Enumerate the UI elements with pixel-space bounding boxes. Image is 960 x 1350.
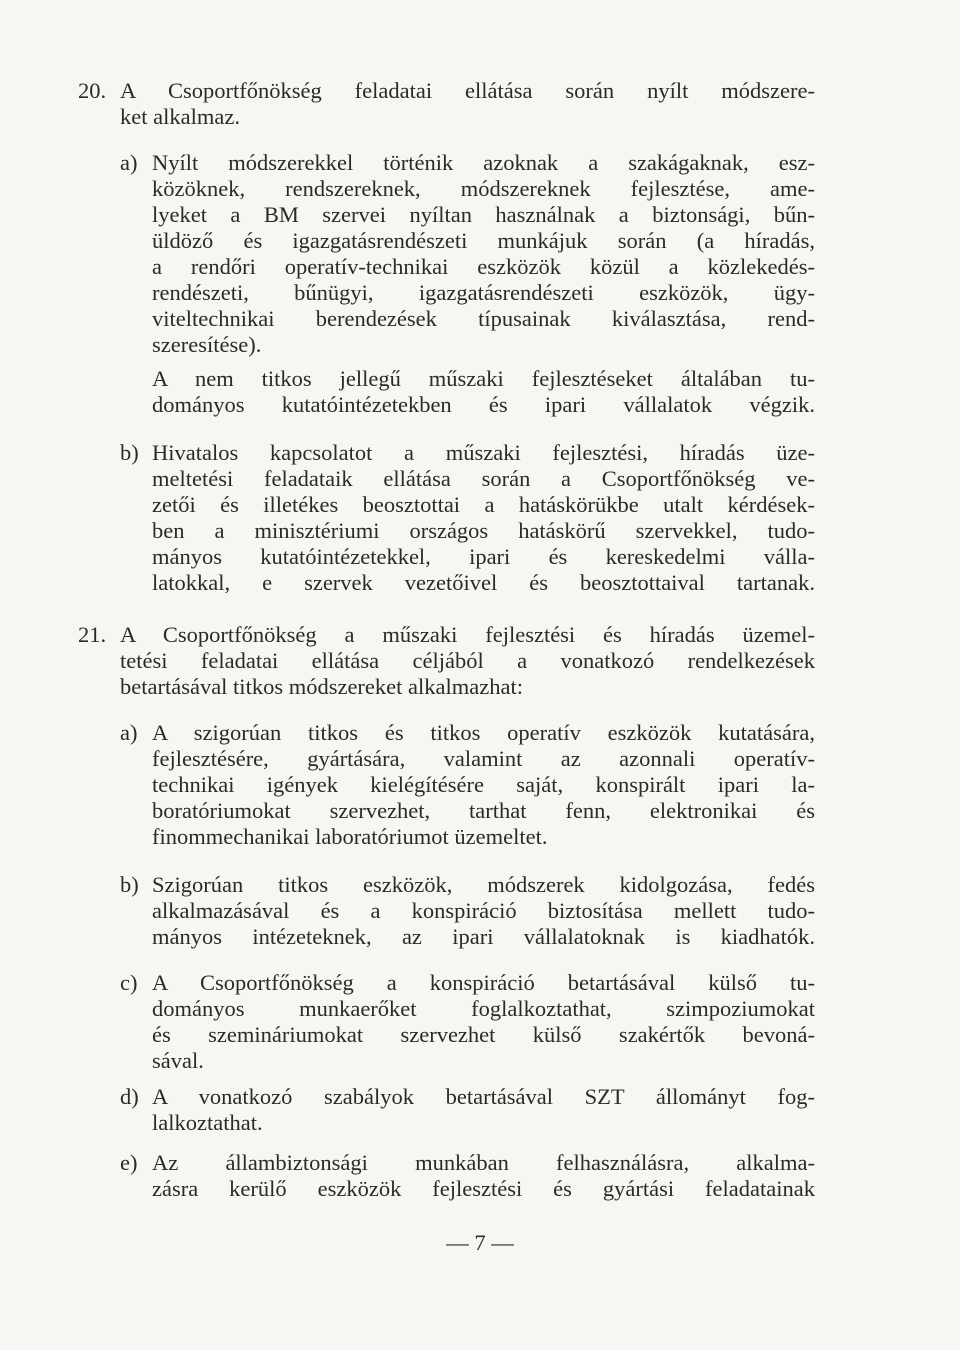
item-20b-line: latokkal, e szervek vezetőivel és beosztottaival tartanak.	[152, 570, 815, 595]
item-21a-line: fejlesztésére, gyártására, valamint az azonnali operatív-	[152, 746, 815, 771]
item-20b-line: zetői és illetékes beosztottai a hatáskörükbe utalt kérdések-	[152, 492, 815, 517]
item-label-20b: b)	[120, 440, 139, 465]
item-20a-line: közöknek, rendszereknek, módszereknek fejlesztése, ame-	[152, 176, 815, 201]
section-20-line: A Csoportfőnökség feladatai ellátása során nyílt módszere-	[120, 78, 815, 103]
item-21a-line: finommechanikai laboratóriumot üzemeltet.	[152, 824, 548, 849]
item-21d-line: A vonatkozó szabályok betartásával SZT állományt fog-	[152, 1084, 815, 1109]
item-21a-line: boratóriumokat szervezhet, tarthat fenn, elektronikai és	[152, 798, 815, 823]
item-20a-line: rendészeti, bűnügyi, igazgatásrendészeti eszközök, ügy-	[152, 280, 815, 305]
item-label-21a: a)	[120, 720, 138, 745]
item-20b-line: meltetési feladataik ellátása során a Csoportfőnökség ve-	[152, 466, 815, 491]
item-20a-line: viteltechnikai berendezések típusainak kiválasztása, rend-	[152, 306, 815, 331]
item-21a-line: A szigorúan titkos és titkos operatív eszközök kutatására,	[152, 720, 815, 745]
item-label-21b: b)	[120, 872, 139, 897]
item-21d-line: lalkoztathat.	[152, 1110, 263, 1135]
item-label-20a: a)	[120, 150, 138, 175]
section-20-line: ket alkalmaz.	[120, 104, 240, 129]
item-20a-line: üldöző és igazgatásrendészeti munkájuk során (a híradás,	[152, 228, 815, 253]
item-21a-line: technikai igények kielégítésére saját, konspirált ipari la-	[152, 772, 815, 797]
section-number-20: 20.	[78, 78, 107, 103]
item-20b-line: Hivatalos kapcsolatot a műszaki fejlesztési, híradás üze-	[152, 440, 815, 465]
section-21-line: A Csoportfőnökség a műszaki fejlesztési és híradás üzemel-	[120, 622, 815, 647]
item-20a-line: szeresítése).	[152, 332, 262, 357]
item-21c-line: sával.	[152, 1048, 204, 1073]
item-20a-line: dományos kutatóintézetekben és ipari vállalatok végzik.	[152, 392, 815, 417]
item-21e-line: Az állambiztonsági munkában felhasználásra, alkalma-	[152, 1150, 815, 1175]
item-20b-line: ben a minisztériumi országos hatáskörű szervekkel, tudo-	[152, 518, 815, 543]
section-number-21: 21.	[78, 622, 107, 647]
item-21e-line: zásra kerülő eszközök fejlesztési és gyártási feladatainak	[152, 1176, 815, 1201]
item-20b-line: mányos kutatóintézetekkel, ipari és kereskedelmi válla-	[152, 544, 815, 569]
item-label-21d: d)	[120, 1084, 139, 1109]
item-label-21c: c)	[120, 970, 138, 995]
item-21c-line: A Csoportfőnökség a konspiráció betartásával külső tu-	[152, 970, 815, 995]
item-20a-line: A nem titkos jellegű műszaki fejlesztéseket általában tu-	[152, 366, 815, 391]
item-20a-line: Nyílt módszerekkel történik azoknak a szakágaknak, esz-	[152, 150, 815, 175]
section-21-line: tetési feladatai ellátása céljából a vonatkozó rendelkezések	[120, 648, 815, 673]
item-20a-line: a rendőri operatív-technikai eszközök közül a közlekedés-	[152, 254, 815, 279]
item-label-21e: e)	[120, 1150, 138, 1175]
item-21b-line: Szigorúan titkos eszközök, módszerek kidolgozása, fedés	[152, 872, 815, 897]
item-21c-line: dományos munkaerőket foglalkoztathat, szimpoziumokat	[152, 996, 815, 1021]
item-21b-line: alkalmazásával és a konspiráció biztosítása mellett tudo-	[152, 898, 815, 923]
item-20a-line: lyeket a BM szervei nyíltan használnak a biztonsági, bűn-	[152, 202, 815, 227]
item-21c-line: és szemináriumokat szervezhet külső szakértők bevoná-	[152, 1022, 815, 1047]
page-number: — 7 —	[446, 1230, 514, 1255]
section-21-line: betartásával titkos módszereket alkalmazhat:	[120, 674, 523, 699]
item-21b-line: mányos intézeteknek, az ipari vállalatoknak is kiadhatók.	[152, 924, 815, 949]
